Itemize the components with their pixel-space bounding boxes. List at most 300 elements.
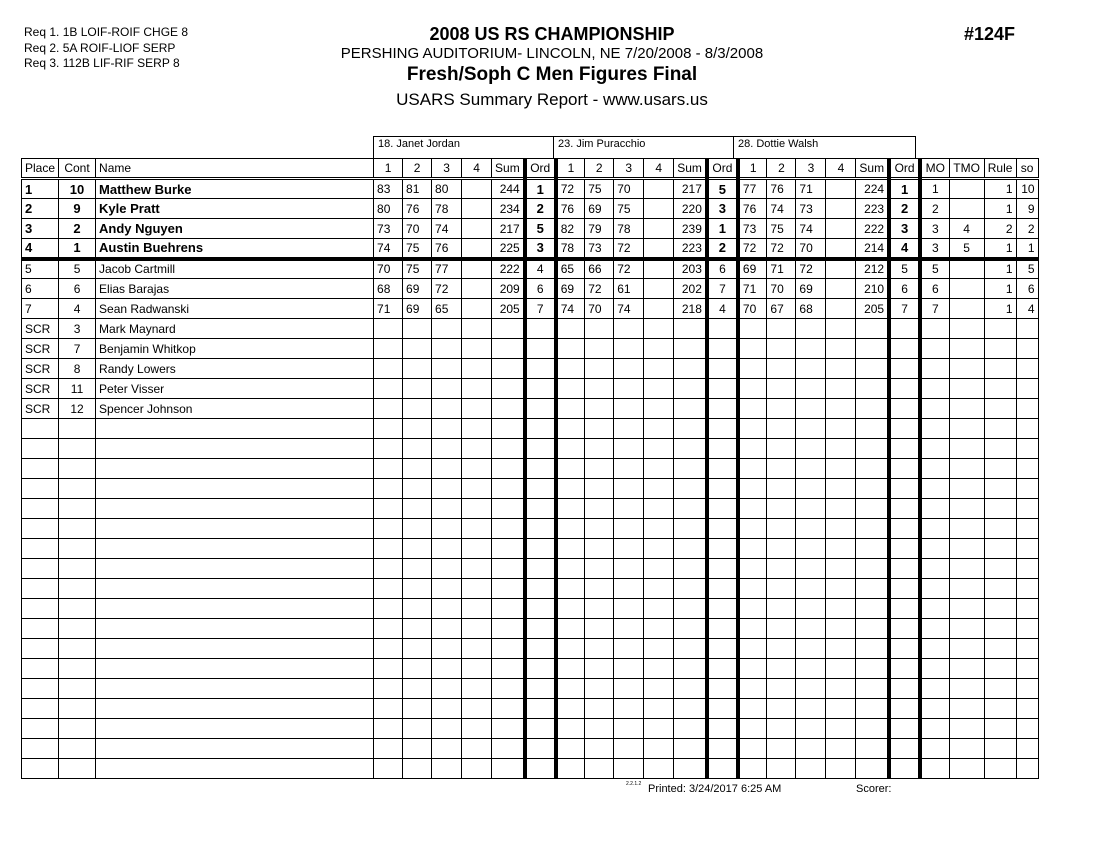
judge-2-score-2 bbox=[585, 619, 614, 639]
judge-1-score-3 bbox=[432, 679, 462, 699]
judge-3-sum bbox=[856, 719, 889, 739]
tmo-cell bbox=[949, 739, 984, 759]
judge-2-score-3 bbox=[614, 679, 644, 699]
judge-2-score-1: 72 bbox=[556, 179, 585, 199]
empty-row bbox=[22, 759, 1039, 779]
col-j1-s2: 2 bbox=[403, 159, 432, 179]
judge-2-sum bbox=[674, 479, 707, 499]
judge-2-score-2 bbox=[585, 419, 614, 439]
judge-2-score-2: 69 bbox=[585, 199, 614, 219]
judge-1-sum: 234 bbox=[492, 199, 525, 219]
judge-1-sum bbox=[492, 699, 525, 719]
judge-1-score-1 bbox=[374, 499, 403, 519]
judge-2-score-3: 75 bbox=[614, 199, 644, 219]
cont-cell: 9 bbox=[59, 199, 96, 219]
tmo-cell bbox=[949, 439, 984, 459]
judge-3-score-2: 67 bbox=[767, 299, 796, 319]
judge-2-ord bbox=[707, 359, 738, 379]
judge-2-ord: 3 bbox=[707, 199, 738, 219]
col-j2-ord: Ord bbox=[707, 159, 738, 179]
so-cell bbox=[1016, 419, 1038, 439]
place-cell: 6 bbox=[22, 279, 59, 299]
version-tag: 2.2.1.2 bbox=[626, 781, 642, 787]
judge-3-score-3 bbox=[796, 739, 826, 759]
mo-cell bbox=[920, 619, 949, 639]
judge-2-score-3 bbox=[614, 619, 644, 639]
judge-3-score-2 bbox=[767, 759, 796, 779]
mo-cell bbox=[920, 359, 949, 379]
judge-2-ord bbox=[707, 319, 738, 339]
mo-cell bbox=[920, 539, 949, 559]
judge-2-score-1: 74 bbox=[556, 299, 585, 319]
tmo-cell bbox=[949, 179, 984, 199]
judge-2-score-2 bbox=[585, 579, 614, 599]
judge-3-score-4 bbox=[826, 619, 856, 639]
mo-cell: 6 bbox=[920, 279, 949, 299]
judge-3-ord: 4 bbox=[889, 239, 920, 259]
judge-3-score-1 bbox=[738, 679, 767, 699]
judge-2-score-2 bbox=[585, 459, 614, 479]
judge-3-ord bbox=[889, 559, 920, 579]
place-cell: 4 bbox=[22, 239, 59, 259]
judge-2-ord bbox=[707, 579, 738, 599]
cont-cell bbox=[59, 419, 96, 439]
judge-1-score-2 bbox=[403, 719, 432, 739]
empty-row bbox=[22, 419, 1039, 439]
judge-2-score-1 bbox=[556, 519, 585, 539]
judge-3-score-1 bbox=[738, 419, 767, 439]
judge-3-score-1 bbox=[738, 479, 767, 499]
judge-2-sum bbox=[674, 719, 707, 739]
judge-2-score-4 bbox=[644, 179, 674, 199]
report-title: USARS Summary Report - www.usars.us bbox=[396, 90, 708, 109]
judge-2-score-2: 73 bbox=[585, 239, 614, 259]
judge-1-sum bbox=[492, 419, 525, 439]
place-cell: SCR bbox=[22, 319, 59, 339]
judge-3-score-3 bbox=[796, 639, 826, 659]
judge-3-score-2 bbox=[767, 559, 796, 579]
judge-3-score-4 bbox=[826, 439, 856, 459]
place-cell bbox=[22, 639, 59, 659]
tmo-cell bbox=[949, 419, 984, 439]
judge-2-score-4 bbox=[644, 719, 674, 739]
tmo-cell bbox=[949, 679, 984, 699]
col-j3-s2: 2 bbox=[767, 159, 796, 179]
judge-1-ord bbox=[525, 559, 556, 579]
judge-2-score-3 bbox=[614, 459, 644, 479]
judge-3-score-1 bbox=[738, 559, 767, 579]
judge-3-score-3 bbox=[796, 379, 826, 399]
rule-cell: 2 bbox=[984, 219, 1016, 239]
judge-3-score-1: 70 bbox=[738, 299, 767, 319]
judge-2-score-1 bbox=[556, 679, 585, 699]
judge-2-score-4 bbox=[644, 379, 674, 399]
so-cell: 6 bbox=[1016, 279, 1038, 299]
judge-3-sum bbox=[856, 479, 889, 499]
judge-1-score-2 bbox=[403, 499, 432, 519]
judge-1-score-1: 80 bbox=[374, 199, 403, 219]
judge-1-score-1 bbox=[374, 539, 403, 559]
col-rule: Rule bbox=[984, 159, 1016, 179]
rule-cell bbox=[984, 599, 1016, 619]
judge-3-ord bbox=[889, 719, 920, 739]
judge-1-score-2 bbox=[403, 459, 432, 479]
judge-1-ord bbox=[525, 399, 556, 419]
empty-row bbox=[22, 619, 1039, 639]
rule-cell bbox=[984, 499, 1016, 519]
table-row bbox=[22, 279, 1039, 299]
judge-1-score-1 bbox=[374, 339, 403, 359]
judge-3-ord bbox=[889, 479, 920, 499]
so-cell bbox=[1016, 499, 1038, 519]
judge-1-score-2 bbox=[403, 479, 432, 499]
judge-3-ord: 5 bbox=[889, 259, 920, 279]
judge-3-score-2 bbox=[767, 579, 796, 599]
so-cell bbox=[1016, 539, 1038, 559]
judge-2-score-2 bbox=[585, 559, 614, 579]
judge-1-score-4 bbox=[462, 639, 492, 659]
judge-2-sum bbox=[674, 359, 707, 379]
judge-3-score-1 bbox=[738, 659, 767, 679]
judge-3-ord bbox=[889, 619, 920, 639]
judge-2-score-1: 69 bbox=[556, 279, 585, 299]
tmo-cell: 5 bbox=[949, 239, 984, 259]
judge-3-score-3 bbox=[796, 719, 826, 739]
judge-1-score-1: 74 bbox=[374, 239, 403, 259]
judge-1-ord bbox=[525, 419, 556, 439]
judge-1-score-3: 80 bbox=[432, 179, 462, 199]
judge-2-sum: 223 bbox=[674, 239, 707, 259]
tmo-cell bbox=[949, 759, 984, 779]
judge-3-score-1 bbox=[738, 499, 767, 519]
judge-1-score-2 bbox=[403, 439, 432, 459]
judge-3-score-4 bbox=[826, 399, 856, 419]
judge-1-ord bbox=[525, 679, 556, 699]
judge-2-score-1 bbox=[556, 379, 585, 399]
judge-3-score-1 bbox=[738, 519, 767, 539]
judge-1-score-1 bbox=[374, 359, 403, 379]
empty-row bbox=[22, 639, 1039, 659]
judge-1-sum bbox=[492, 439, 525, 459]
judge-2-sum: 203 bbox=[674, 259, 707, 279]
judge-1-score-3 bbox=[432, 759, 462, 779]
judge-3-score-3 bbox=[796, 619, 826, 639]
judge-3-score-4 bbox=[826, 719, 856, 739]
judge-1-score-4 bbox=[462, 519, 492, 539]
judge-3-sum bbox=[856, 699, 889, 719]
place-cell: 1 bbox=[22, 179, 59, 199]
col-j3-s4: 4 bbox=[826, 159, 856, 179]
judge-2-score-3 bbox=[614, 519, 644, 539]
mo-cell bbox=[920, 419, 949, 439]
judge-3-score-2 bbox=[767, 719, 796, 739]
judge-1-score-3: 77 bbox=[432, 259, 462, 279]
judge-1-score-4 bbox=[462, 279, 492, 299]
judge-1-score-1 bbox=[374, 619, 403, 639]
mo-cell: 5 bbox=[920, 259, 949, 279]
judge-2-score-2 bbox=[585, 719, 614, 739]
judge-2-score-2 bbox=[585, 339, 614, 359]
judge-1-score-4 bbox=[462, 199, 492, 219]
judge-1-score-2 bbox=[403, 359, 432, 379]
judge-1-ord: 1 bbox=[525, 179, 556, 199]
judge-3-score-4 bbox=[826, 259, 856, 279]
judge-1-score-4 bbox=[462, 439, 492, 459]
name-cell bbox=[96, 519, 374, 539]
judge-1-score-3 bbox=[432, 539, 462, 559]
judge-1-ord bbox=[525, 639, 556, 659]
rule-cell bbox=[984, 319, 1016, 339]
mo-cell bbox=[920, 379, 949, 399]
rule-cell bbox=[984, 639, 1016, 659]
judge-3-ord bbox=[889, 439, 920, 459]
name-cell bbox=[96, 559, 374, 579]
judge-2-ord bbox=[707, 619, 738, 639]
judge-2-score-1 bbox=[556, 559, 585, 579]
place-cell: 3 bbox=[22, 219, 59, 239]
judge-1-ord bbox=[525, 439, 556, 459]
judge-1-score-1 bbox=[374, 399, 403, 419]
rule-cell bbox=[984, 719, 1016, 739]
judge-2-score-3 bbox=[614, 419, 644, 439]
so-cell bbox=[1016, 639, 1038, 659]
judge-3-score-1 bbox=[738, 359, 767, 379]
judge-3-ord bbox=[889, 659, 920, 679]
judge-3-score-4 bbox=[826, 739, 856, 759]
judge-1-sum: 217 bbox=[492, 219, 525, 239]
judge-3-score-1: 69 bbox=[738, 259, 767, 279]
empty-row bbox=[22, 599, 1039, 619]
col-j1-s4: 4 bbox=[462, 159, 492, 179]
judge-1-ord bbox=[525, 619, 556, 639]
cont-cell bbox=[59, 739, 96, 759]
judge-2-score-3 bbox=[614, 579, 644, 599]
judge-3-score-2 bbox=[767, 739, 796, 759]
judge-3-sum bbox=[856, 739, 889, 759]
judge-1-sum bbox=[492, 359, 525, 379]
judge-3-score-2: 75 bbox=[767, 219, 796, 239]
judge-1-score-3 bbox=[432, 719, 462, 739]
mo-cell bbox=[920, 479, 949, 499]
judge-1-score-1 bbox=[374, 719, 403, 739]
judge-2-score-1 bbox=[556, 359, 585, 379]
judge-2-ord bbox=[707, 459, 738, 479]
judge-1-score-3 bbox=[432, 379, 462, 399]
judge-2-score-4 bbox=[644, 639, 674, 659]
judge-1-score-4 bbox=[462, 719, 492, 739]
so-cell bbox=[1016, 579, 1038, 599]
col-j3-ord: Ord bbox=[889, 159, 920, 179]
name-cell bbox=[96, 759, 374, 779]
judge-1-ord: 3 bbox=[525, 239, 556, 259]
rule-cell bbox=[984, 739, 1016, 759]
place-cell bbox=[22, 619, 59, 639]
judge-2-sum bbox=[674, 579, 707, 599]
judge-2-score-4 bbox=[644, 359, 674, 379]
tmo-cell bbox=[949, 479, 984, 499]
judge-2-ord bbox=[707, 699, 738, 719]
judge-3-score-4 bbox=[826, 479, 856, 499]
judge-3-sum bbox=[856, 679, 889, 699]
judge-2-score-4 bbox=[644, 659, 674, 679]
judge-3-score-4 bbox=[826, 499, 856, 519]
judge-3-score-4 bbox=[826, 459, 856, 479]
judge-2-score-2: 79 bbox=[585, 219, 614, 239]
judge-2-score-1 bbox=[556, 739, 585, 759]
so-cell bbox=[1016, 479, 1038, 499]
place-cell bbox=[22, 739, 59, 759]
judge-1-score-2: 75 bbox=[403, 259, 432, 279]
judge-3-score-3 bbox=[796, 539, 826, 559]
mo-cell bbox=[920, 759, 949, 779]
name-cell bbox=[96, 619, 374, 639]
mo-cell bbox=[920, 439, 949, 459]
printed-timestamp: Printed: 3/24/2017 6:25 AM bbox=[648, 783, 782, 795]
judge-3-score-4 bbox=[826, 579, 856, 599]
judge-2-score-4 bbox=[644, 499, 674, 519]
judge-1-sum bbox=[492, 499, 525, 519]
col-j1-s1: 1 bbox=[374, 159, 403, 179]
judge-3-score-3 bbox=[796, 579, 826, 599]
judge-2-score-1: 82 bbox=[556, 219, 585, 239]
empty-row bbox=[22, 479, 1039, 499]
judge-2-score-3 bbox=[614, 659, 644, 679]
judge-2-score-4 bbox=[644, 739, 674, 759]
cont-cell bbox=[59, 559, 96, 579]
judge-3-ord bbox=[889, 699, 920, 719]
col-j2-s3: 3 bbox=[614, 159, 644, 179]
judge-1-ord bbox=[525, 359, 556, 379]
judge-3-score-2 bbox=[767, 379, 796, 399]
judge-2-score-4 bbox=[644, 539, 674, 559]
so-cell: 10 bbox=[1016, 179, 1038, 199]
judge-1-score-4 bbox=[462, 259, 492, 279]
championship-title: 2008 US RS CHAMPIONSHIP bbox=[429, 24, 675, 44]
judge-1-ord bbox=[525, 659, 556, 679]
judge-3-score-3 bbox=[796, 339, 826, 359]
judge-3-score-1 bbox=[738, 379, 767, 399]
judge-3-score-2 bbox=[767, 639, 796, 659]
judge-1-score-2 bbox=[403, 699, 432, 719]
empty-row bbox=[22, 679, 1039, 699]
judge-1-score-4 bbox=[462, 739, 492, 759]
place-cell bbox=[22, 539, 59, 559]
judge-1-ord bbox=[525, 519, 556, 539]
judge-1-score-2: 81 bbox=[403, 179, 432, 199]
judge-1-score-1 bbox=[374, 679, 403, 699]
judge-3-ord: 3 bbox=[889, 219, 920, 239]
judge-3-score-4 bbox=[826, 339, 856, 359]
judge-2-ord bbox=[707, 519, 738, 539]
name-cell bbox=[96, 479, 374, 499]
cont-cell bbox=[59, 719, 96, 739]
judge-2-score-1 bbox=[556, 419, 585, 439]
name-cell bbox=[96, 699, 374, 719]
judge-3-score-4 bbox=[826, 419, 856, 439]
place-cell bbox=[22, 459, 59, 479]
col-j1-s3: 3 bbox=[432, 159, 462, 179]
judge-2-score-2: 72 bbox=[585, 279, 614, 299]
judge-2-score-3: 61 bbox=[614, 279, 644, 299]
judge-2-score-4 bbox=[644, 419, 674, 439]
judge-3-ord bbox=[889, 499, 920, 519]
judge-2-score-2 bbox=[585, 699, 614, 719]
judge-2-ord bbox=[707, 379, 738, 399]
judge-1-score-1 bbox=[374, 319, 403, 339]
rule-cell: 1 bbox=[984, 279, 1016, 299]
judge-1-score-4 bbox=[462, 659, 492, 679]
judge-3-score-3 bbox=[796, 659, 826, 679]
place-cell bbox=[22, 499, 59, 519]
judge-2-score-3: 72 bbox=[614, 259, 644, 279]
judge-2-score-3 bbox=[614, 739, 644, 759]
judge-1-score-1 bbox=[374, 739, 403, 759]
judge-2-ord bbox=[707, 759, 738, 779]
judge-3-score-4 bbox=[826, 299, 856, 319]
judge-1-score-2 bbox=[403, 639, 432, 659]
judge-1-score-2 bbox=[403, 619, 432, 639]
rule-cell bbox=[984, 579, 1016, 599]
cont-cell: 10 bbox=[59, 179, 96, 199]
judge-2-score-3 bbox=[614, 499, 644, 519]
judge-3-score-4 bbox=[826, 519, 856, 539]
judge-2-score-1: 78 bbox=[556, 239, 585, 259]
col-j2-s2: 2 bbox=[585, 159, 614, 179]
judge-3-score-3 bbox=[796, 519, 826, 539]
table-row bbox=[22, 299, 1039, 319]
tmo-cell bbox=[949, 319, 984, 339]
judge-3-score-1 bbox=[738, 579, 767, 599]
judge-2-score-1 bbox=[556, 459, 585, 479]
judge-2-sum bbox=[674, 339, 707, 359]
cont-cell bbox=[59, 539, 96, 559]
cont-cell bbox=[59, 599, 96, 619]
judge-1-ord bbox=[525, 459, 556, 479]
mo-cell: 2 bbox=[920, 199, 949, 219]
so-cell bbox=[1016, 519, 1038, 539]
judge-3-score-1: 77 bbox=[738, 179, 767, 199]
judge-2-score-1: 65 bbox=[556, 259, 585, 279]
tmo-cell bbox=[949, 459, 984, 479]
judge-1-score-1 bbox=[374, 579, 403, 599]
name-cell: Austin Buehrens bbox=[96, 239, 374, 259]
judge-2-ord: 4 bbox=[707, 299, 738, 319]
name-cell bbox=[96, 659, 374, 679]
judge-2-score-2 bbox=[585, 639, 614, 659]
judge-1-sum bbox=[492, 619, 525, 639]
judge-3-sum: 210 bbox=[856, 279, 889, 299]
judge-1-sum bbox=[492, 539, 525, 559]
so-cell bbox=[1016, 399, 1038, 419]
judge-1-score-3 bbox=[432, 419, 462, 439]
name-cell bbox=[96, 439, 374, 459]
judge-2-score-1 bbox=[556, 619, 585, 639]
tmo-cell bbox=[949, 699, 984, 719]
mo-cell bbox=[920, 639, 949, 659]
judge-2-sum bbox=[674, 699, 707, 719]
judge-3-score-2 bbox=[767, 539, 796, 559]
so-cell bbox=[1016, 559, 1038, 579]
judge-3-score-3 bbox=[796, 559, 826, 579]
mo-cell bbox=[920, 319, 949, 339]
so-cell bbox=[1016, 379, 1038, 399]
judge-2-score-4 bbox=[644, 559, 674, 579]
judge-2-ord bbox=[707, 739, 738, 759]
judge-2-ord bbox=[707, 639, 738, 659]
place-cell: SCR bbox=[22, 379, 59, 399]
mo-cell: 1 bbox=[920, 179, 949, 199]
judge-2-sum bbox=[674, 399, 707, 419]
